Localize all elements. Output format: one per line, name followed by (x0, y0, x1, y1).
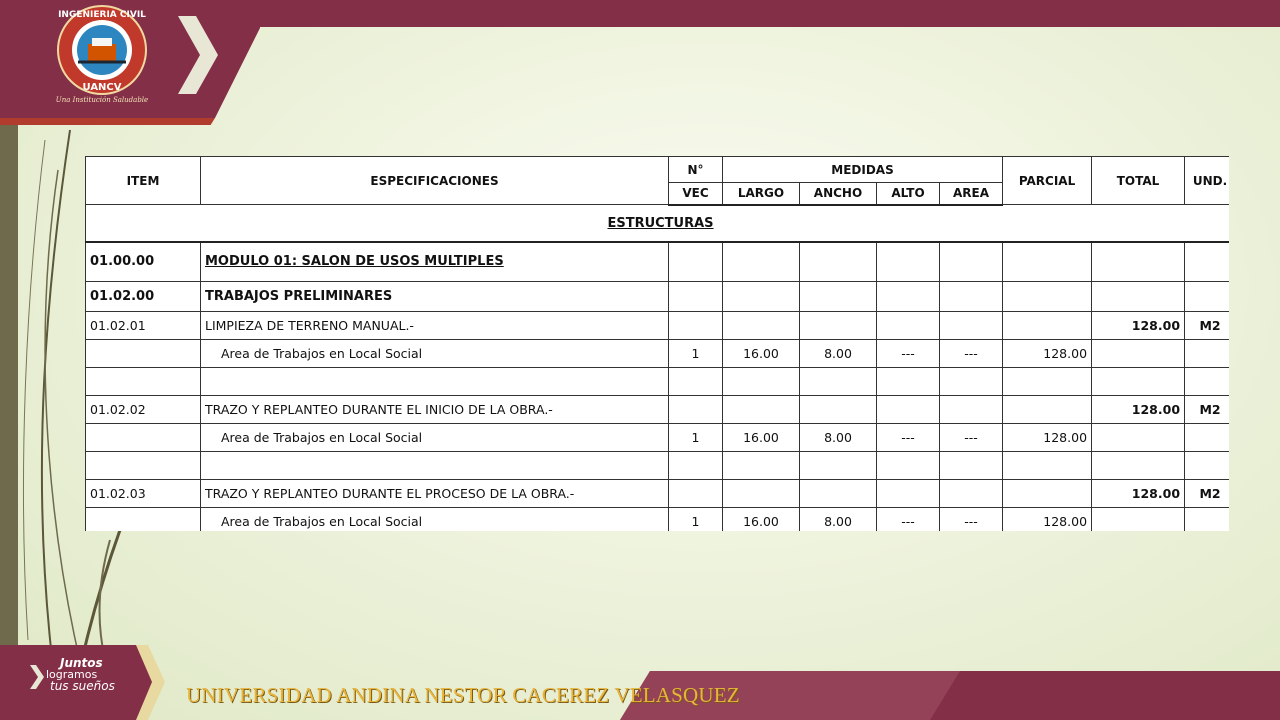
budget-metrado-table (85, 156, 1229, 531)
item-code: 01.02.01 (86, 312, 201, 340)
item-unit: M2 (1185, 480, 1229, 508)
detail-area: --- (940, 340, 1003, 368)
header-largo: LARGO (723, 183, 800, 205)
detail-area: --- (940, 424, 1003, 452)
header-total: TOTAL (1092, 157, 1185, 205)
item-code: 01.02.02 (86, 396, 201, 424)
item-desc: TRAZO Y REPLANTEO DURANTE EL INICIO DE LA OBRA.- (201, 396, 669, 424)
section-title: ESTRUCTURAS (86, 205, 1230, 242)
item-desc: TRAZO Y REPLANTEO DURANTE EL PROCESO DE LA OBRA.- (201, 480, 669, 508)
module-item: 01.00.00 (86, 242, 201, 282)
header-und: UND. (1185, 157, 1229, 205)
slogan-line2: logramos (46, 668, 98, 681)
header-alto: ALTO (877, 183, 940, 205)
logo-tagline: Una Institución Saludable (55, 96, 149, 104)
logo-bottom-text: UANCV (82, 82, 122, 93)
detail-parcial: 128.00 (1003, 340, 1092, 368)
detail-desc: Area de Trabajos en Local Social (201, 340, 669, 368)
item-unit: M2 (1185, 312, 1229, 340)
subsection-desc: TRABAJOS PRELIMINARES (201, 282, 669, 312)
item-unit: M2 (1185, 396, 1229, 424)
item-total: 128.00 (1092, 396, 1185, 424)
detail-ancho: 8.00 (800, 424, 877, 452)
header-parcial: PARCIAL (1003, 157, 1092, 205)
slogan-line3: tus sueños (50, 679, 115, 693)
table-row (86, 480, 1230, 508)
header-ancho: ANCHO (800, 183, 877, 205)
detail-n: 1 (669, 340, 723, 368)
item-desc: LIMPIEZA DE TERRENO MANUAL.- (201, 312, 669, 340)
header-specs: ESPECIFICACIONES (201, 157, 669, 205)
detail-parcial: 128.00 (1003, 508, 1092, 532)
slogan-line1: Juntos (60, 656, 103, 670)
detail-alto: --- (877, 424, 940, 452)
header-medidas: MEDIDAS (723, 157, 1003, 183)
table-row (86, 508, 1230, 532)
header-item: ITEM (86, 157, 201, 205)
ingenieria-civil-logo (48, 2, 156, 106)
item-code: 01.02.03 (86, 480, 201, 508)
header-n-top: N° (669, 157, 723, 183)
table-row (86, 424, 1230, 452)
header-n-bottom: VEC (669, 183, 723, 205)
header-area: AREA (940, 183, 1003, 205)
table-row (86, 340, 1230, 368)
detail-largo: 16.00 (723, 424, 800, 452)
table-row (86, 396, 1230, 424)
detail-alto: --- (877, 508, 940, 532)
subsection-item: 01.02.00 (86, 282, 201, 312)
module-desc: MODULO 01: SALON DE USOS MULTIPLES (201, 242, 669, 282)
detail-n: 1 (669, 424, 723, 452)
detail-n: 1 (669, 508, 723, 532)
detail-parcial: 128.00 (1003, 424, 1092, 452)
table-row (86, 312, 1230, 340)
detail-desc: Area de Trabajos en Local Social (201, 508, 669, 532)
logo-top-text: INGENIERIA CIVIL (58, 10, 146, 20)
top-maroon-band (230, 0, 1280, 27)
detail-largo: 16.00 (723, 340, 800, 368)
detail-alto: --- (877, 340, 940, 368)
item-total: 128.00 (1092, 480, 1185, 508)
item-total: 128.00 (1092, 312, 1185, 340)
detail-ancho: 8.00 (800, 508, 877, 532)
detail-area: --- (940, 508, 1003, 532)
detail-desc: Area de Trabajos en Local Social (201, 424, 669, 452)
university-name: UNIVERSIDAD ANDINA NESTOR CACEREZ VELASQUEZ (186, 683, 740, 707)
detail-ancho: 8.00 (800, 340, 877, 368)
detail-largo: 16.00 (723, 508, 800, 532)
